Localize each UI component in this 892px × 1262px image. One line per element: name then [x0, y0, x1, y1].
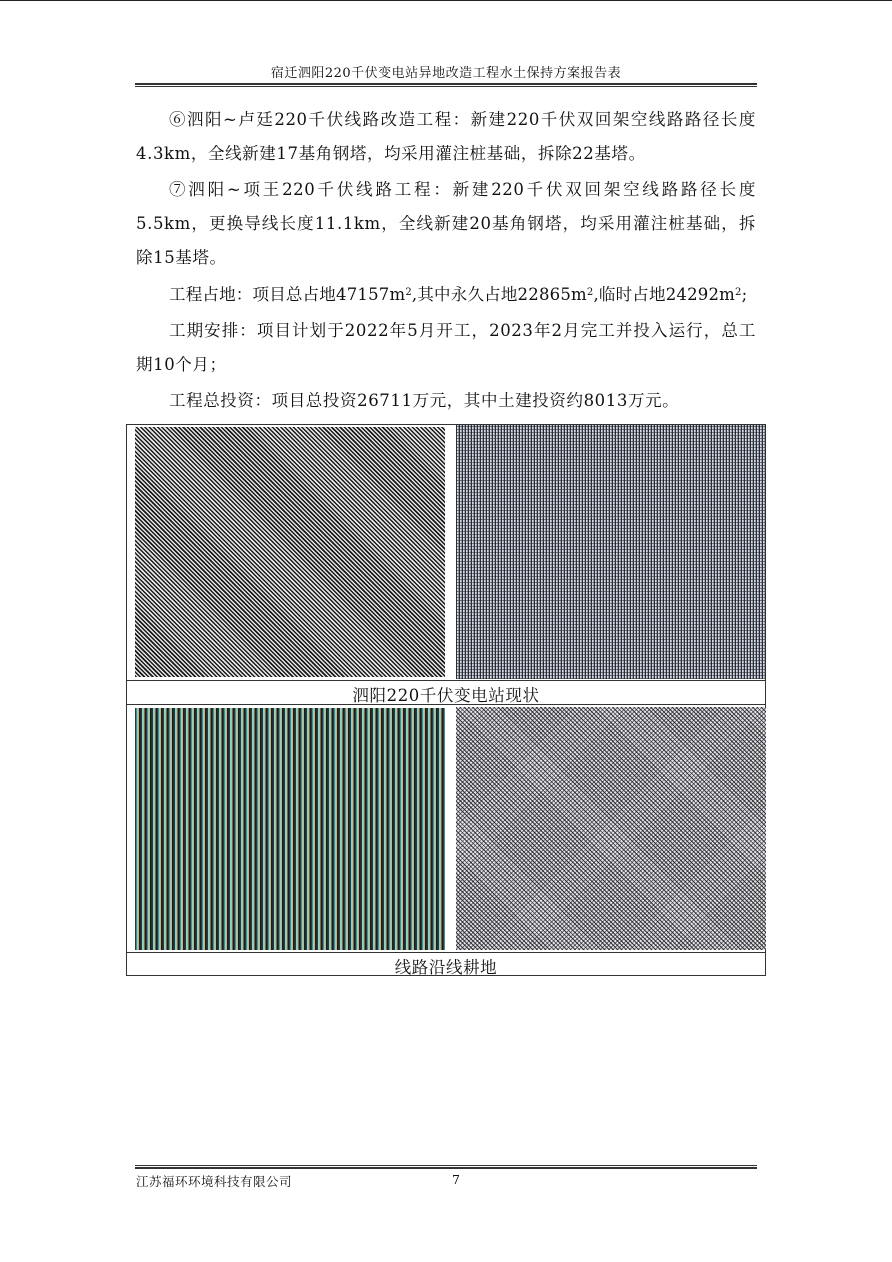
farmland-photo-left	[135, 708, 445, 950]
photo-caption-farmland: 线路沿线耕地	[394, 958, 498, 977]
paragraph-investment	[136, 384, 756, 418]
paragraph-text: 工程总投资：项目总投资26711万元，其中土建投资约8013万元。	[169, 391, 680, 410]
substation-photo-left	[135, 427, 445, 677]
page-number: 7	[452, 1172, 460, 1187]
page-top-edge	[0, 0, 892, 1]
photo-table	[126, 424, 766, 976]
footer-rule-thin	[135, 1165, 757, 1166]
paragraph-text: 工期安排：项目计划于2022年5月开工，2023年2月完工并投入运行，总工期10个月；	[136, 321, 756, 374]
land-use-suffix: ;	[741, 285, 748, 304]
paragraph-text: ⑥泗阳~卢廷220千伏线路改造工程：新建220千伏双回架空线路路径长度4.3km，全线新建17基角钢塔，均采用灌注桩基础，拆除22基塔。	[136, 110, 756, 163]
superscript: 2	[405, 286, 412, 298]
paragraph-text: ⑦泗阳~项王220千伏线路工程：新建220千伏双回架空线路路径长度5.5km，更换导线长度11.1km，全线新建20基角钢塔，均采用灌注桩基础，拆除15基塔。	[136, 180, 756, 267]
footer-company: 江苏福环环境科技有限公司	[136, 1174, 293, 1189]
paragraph-land-use	[136, 278, 756, 312]
land-use-temporary: ,临时占地24292m	[593, 285, 736, 304]
paragraph-siyang-xiangwang	[136, 173, 756, 275]
land-use-prefix: 工程占地：项目总占地47157m	[169, 285, 406, 304]
header-rule-thin	[135, 86, 757, 87]
header-rule-thick	[135, 83, 757, 85]
substation-photo-right	[456, 425, 766, 679]
superscript: 2	[586, 286, 594, 298]
farmland-photo-right	[456, 707, 766, 950]
paragraph-siyang-luting	[136, 103, 756, 171]
photo-caption-substation: 泗阳220千伏变电站现状	[352, 686, 540, 705]
footer-rule-thick	[135, 1167, 757, 1169]
superscript: 2	[735, 286, 742, 298]
land-use-permanent: ,其中永久占地22865m	[411, 285, 587, 304]
paragraph-schedule	[136, 314, 756, 382]
running-header: 宿迁泗阳220千伏变电站异地改造工程水土保持方案报告表	[270, 66, 622, 81]
